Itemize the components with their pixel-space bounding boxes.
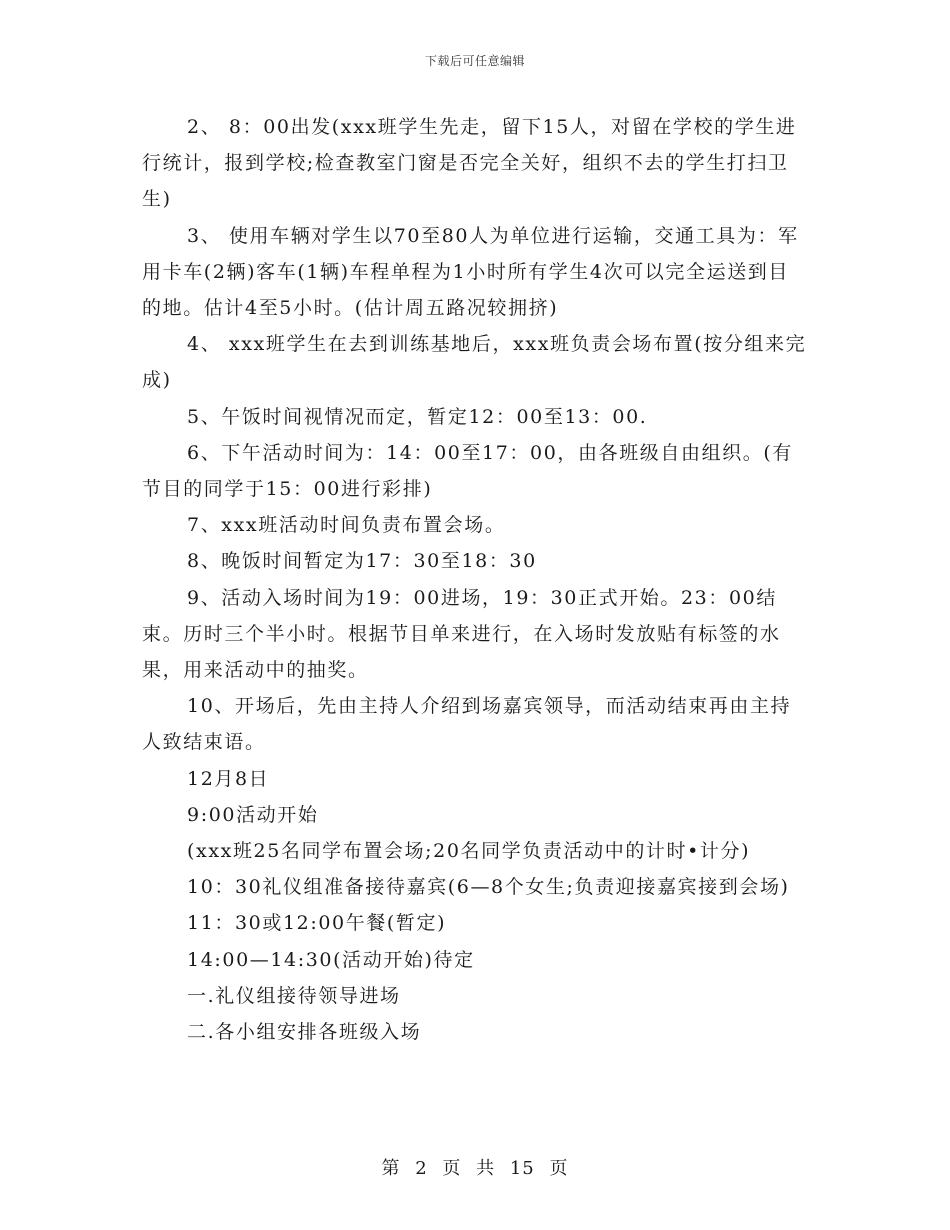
paragraph-step-7: 7、xxx班活动时间负责布置会场。 [187,514,506,537]
document-body [142,109,808,1050]
list-item: 二.各小组安排各班级入场 [187,1021,422,1044]
schedule-item: (xxx班25名同学布置会场;20名同学负责活动中的计时•计分) [187,840,751,863]
list-item: 一.礼仪组接待领导进场 [187,984,401,1007]
paragraph-step-9: 9、活动入场时间为19：00进场，19：30正式开始。23：00结束。历时三个半小时。根据节目单来进行，在入场时发放贴有标签的水果，用来活动中的抽奖。 [142,586,781,682]
page-header: 下载后可任意编辑 [424,54,525,68]
paragraph-step-2: 2、 8：00出发(xxx班学生先走，留下15人，对留在学校的学生进行统计，报到学校;检查教室门窗是否完全关好，组织不去的学生打扫卫生) [142,116,797,211]
schedule-date: 12月8日 [187,767,270,790]
page-number-footer: 第 2 页 共 15 页 [381,1158,569,1179]
paragraph-step-8: 8、晚饭时间暂定为17：30至18：30 [187,550,537,573]
schedule-item: 9:00活动开始 [187,803,319,826]
paragraph-step-5: 5、午饭时间视情况而定，暂定12：00至13：00. [187,405,648,428]
paragraph-step-6: 6、下午活动时间为：14：00至17：00，由各班级自由组织。(有节目的同学于15：00进行彩排) [142,441,794,501]
schedule-item: 10：30礼仪组准备接待嘉宾(6—8个女生;负责迎接嘉宾接到会场) [187,876,790,899]
paragraph-step-10: 10、开场后，先由主持人介绍到场嘉宾领导，而活动结束再由主持人致结束语。 [142,695,792,754]
schedule-item: 11：30或12:00午餐(暂定) [187,912,447,935]
schedule-item: 14:00—14:30(活动开始)待定 [187,948,475,971]
paragraph-step-3: 3、 使用车辆对学生以70至80人为单位进行运输，交通工具为：军用卡车(2辆)客车(1辆)车程单程为1小时所有学生4次可以完全运送到目的地。估计4至5小时。(估计周五路况较拥挤) [142,224,799,320]
paragraph-step-4: 4、 xxx班学生在去到训练基地后，xxx班负责会场布置(按分组来完成) [142,333,807,392]
